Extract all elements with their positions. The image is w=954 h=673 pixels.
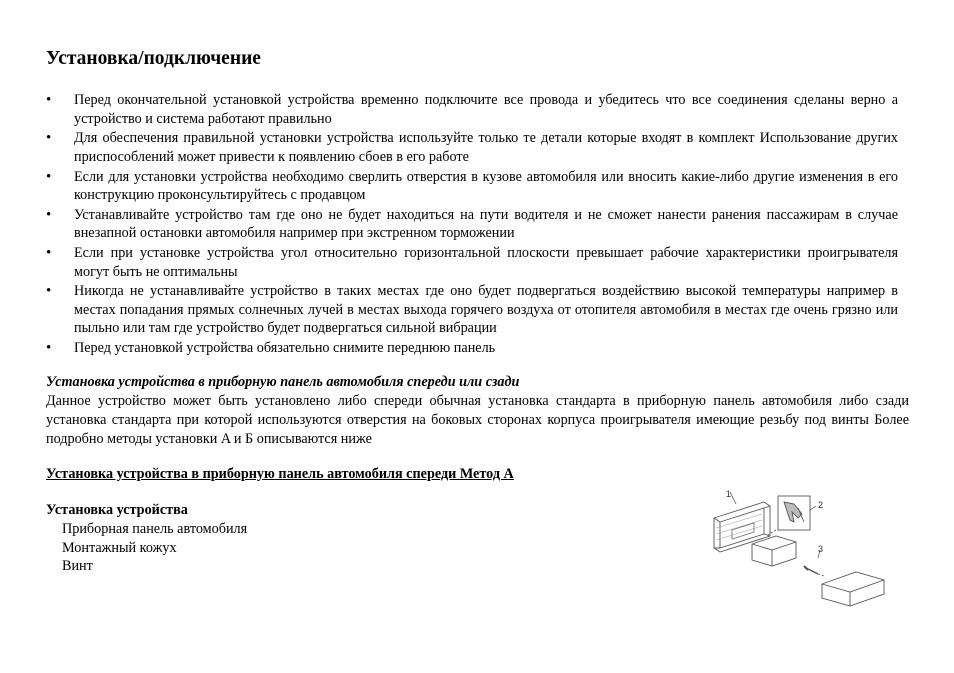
installation-diagram: [706, 488, 910, 614]
screw-illustration: [804, 566, 824, 576]
dashboard-illustration: [714, 502, 770, 552]
install-heading: Установка устройства: [46, 502, 188, 518]
section-heading-method-a: Установка устройства в приборную панель автомобиля спереди Метод A: [46, 466, 514, 482]
section-body-mounting: Данное устройство может быть установлено либо спереди обычная установка стандарта в приборную панель автомобиля либо сзади установка стандарта при которой используются отверстия на боковых сторонах корпуса проигрывателя имеющие резьбу под винты Более подробно методы установки A и Б описываются ниже: [46, 393, 909, 447]
page-title: Установка/подключение: [46, 48, 261, 69]
section-heading-mounting: Установка устройства в приборную панель автомобиля спереди или сзади: [46, 374, 520, 390]
part-item-screw: Винт: [62, 558, 93, 574]
list-item: • Для обеспечения правильной установки устройства используйте только те детали которые входят в комплект Использование других приспособлений может привести к появлению сбоев в его работе: [46, 129, 898, 166]
unit-illustration: [822, 572, 884, 606]
figure-label-3: 3: [818, 544, 824, 554]
list-item: • Перед окончательной установкой устройства временно подключите все провода и убедитесь что все соединения сделаны верно а устройство и система работают правильно: [46, 91, 898, 128]
part-item-dashboard: Приборная панель автомобиля: [62, 521, 248, 537]
list-item: • Никогда не устанавливайте устройство в таких местах где оно будет подвергаться воздействию высокой температуры например в местах попадания прямых солнечных лучей в местах выхода горячего воздуха от отопителя автомобиля в местах где очень грязно или пыльно или там где устройство будет подвергаться сильной вибрации: [46, 282, 898, 338]
precautions-list: [46, 91, 898, 359]
list-item: • Перед установкой устройства обязательно снимите переднюю панель: [46, 339, 898, 358]
list-item: • Если при установке устройства угол относительно горизонтальной плоскости превышает рабочие характеристики проигрывателя могут быть не оптимальны: [46, 244, 898, 281]
sleeve-illustration: [752, 536, 796, 566]
figure-label-1: 1: [726, 489, 732, 499]
figure-label-2: 2: [818, 500, 824, 510]
parts-list: [62, 520, 247, 576]
list-item: • Если для установки устройства необходимо сверлить отверстия в кузове автомобиля или вносить какие-либо другие изменения в его конструкцию проконсультируйтесь с продавцом: [46, 168, 898, 205]
list-item: • Устанавливайте устройство там где оно не будет находиться на пути водителя и не сможет нанести ранения пассажирам в случае внезапной остановки автомобиля например при экстренном торможении: [46, 206, 898, 243]
zoom-detail-illustration: [766, 496, 810, 536]
part-item-sleeve: Монтажный кожух: [62, 539, 177, 556]
